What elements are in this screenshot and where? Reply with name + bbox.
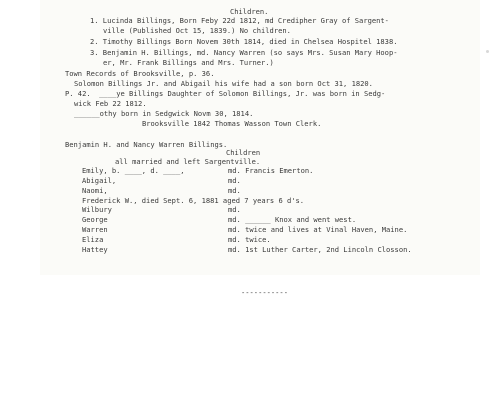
section-children-heading: Children bbox=[226, 148, 261, 157]
family-note-abigail: md. bbox=[228, 176, 241, 185]
child-line-2: 2. Timothy Billings Born Novem 30th 1814, died in Chelsea Hospitel 1838. bbox=[90, 37, 398, 46]
child-line-1: 1. Lucinda Billings, Born Feby 22d 1812, md Credipher Gray of Sargent- bbox=[90, 16, 389, 25]
p42-line: P. 42. ____ye Billings Daughter of Solomon Billings, Jr. was born in Sedg- bbox=[65, 89, 386, 98]
family-name-hattey: Hattey bbox=[82, 245, 108, 254]
family-name-frederick: Frederick W., died Sept. 6, 1881 aged 7 years 6 d's. bbox=[82, 196, 305, 205]
family-note-warren: md. twice and lives at Vinal Haven, Maine. bbox=[228, 225, 408, 234]
family-name-wilbury: Wilbury bbox=[82, 205, 112, 214]
family-name-george: George bbox=[82, 215, 108, 224]
town-clerk-line: Brooksville 1842 Thomas Wasson Town Clerk. bbox=[142, 119, 322, 128]
family-note-eliza: md. twice. bbox=[228, 235, 271, 244]
p42-line-cont: wick Feb 22 1812. bbox=[74, 99, 147, 108]
family-note-emily: md. Francis Emerton. bbox=[228, 166, 314, 175]
family-note-hattey: md. 1st Luther Carter, 2nd Lincoln Closson. bbox=[228, 245, 412, 254]
family-note-naomi: md. bbox=[228, 186, 241, 195]
family-name-naomi: Naomi, bbox=[82, 186, 108, 195]
paper-spot bbox=[486, 50, 489, 53]
section-title: Benjamin H. and Nancy Warren Billings. bbox=[65, 140, 228, 149]
family-name-emily: Emily, b. ____, d. ____, bbox=[82, 166, 185, 175]
end-rule: ----------- bbox=[241, 288, 288, 297]
solomon-son-line: Solomon Billings Jr. and Abigail his wife had a son born Oct 31, 1820. bbox=[74, 79, 373, 88]
children-heading: Children. bbox=[230, 7, 269, 16]
family-name-abigail: Abigail, bbox=[82, 176, 117, 185]
child-line-1-cont: ville (Published Oct 15, 1839.) No children. bbox=[103, 26, 291, 35]
family-note-george: md. ______ Knox and went west. bbox=[228, 215, 357, 224]
town-records-line: Town Records of Brooksville, p. 36. bbox=[65, 69, 215, 78]
child-line-3-cont: er, Mr. Frank Billings and Mrs. Turner.) bbox=[103, 58, 274, 67]
family-note-wilbury: md. bbox=[228, 205, 241, 214]
child-line-3: 3. Benjamin H. Billings, md. Nancy Warren (so says Mrs. Susan Mary Hoop- bbox=[90, 48, 398, 57]
section-note: all married and left Sargentville. bbox=[115, 157, 261, 166]
family-name-warren: Warren bbox=[82, 225, 108, 234]
family-name-eliza: Eliza bbox=[82, 235, 104, 244]
othy-line: ______othy born in Sedgwick Novm 30, 1814. bbox=[74, 109, 254, 118]
